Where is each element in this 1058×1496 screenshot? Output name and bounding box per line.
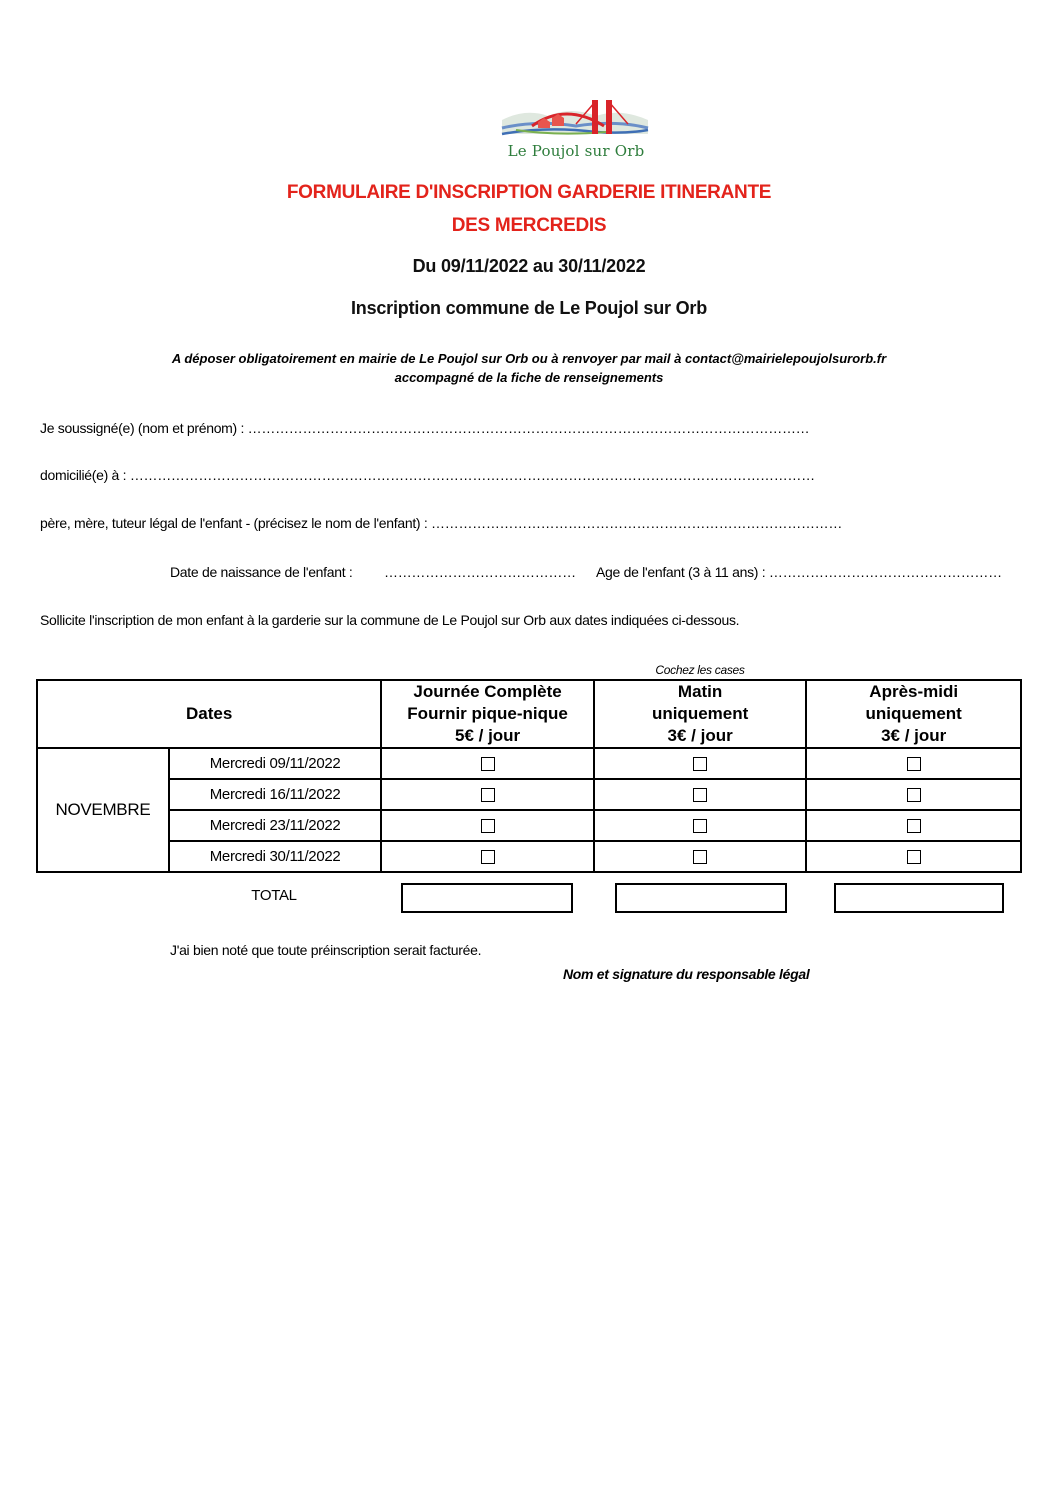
commune-title: Inscription commune de Le Poujol sur Orb: [350, 298, 708, 318]
full-day-checkbox[interactable]: [481, 850, 495, 864]
header-afternoon: [806, 680, 1021, 748]
form-subtitle: DES MERCREDIS: [451, 215, 607, 236]
name-field[interactable]: Je soussigné(e) (nom et prénom) : ……………………………………………………………………………………………………………: [40, 420, 810, 436]
guardian-field[interactable]: père, mère, tuteur légal de l'enfant - (précisez le nom de l'enfant) : ………………………………………………………………………………: [40, 515, 843, 531]
table-hint: Cochez les cases: [655, 663, 745, 677]
afternoon-checkbox[interactable]: [907, 757, 921, 771]
full-day-checkbox[interactable]: [481, 788, 495, 802]
logo-text: Le Poujol sur Orb: [507, 142, 645, 160]
birth-date-field[interactable]: ……………………………………: [384, 564, 576, 580]
header-morning-price: 3€ / jour: [667, 726, 733, 745]
afternoon-checkbox[interactable]: [907, 788, 921, 802]
header-full-day-title: Journée Complète: [413, 682, 562, 701]
total-full-day-field[interactable]: [401, 883, 573, 913]
total-morning-field[interactable]: [615, 883, 787, 913]
total-afternoon-field[interactable]: [834, 883, 1004, 913]
header-full-day-price: 5€ / jour: [454, 726, 521, 745]
table-row: [37, 841, 1021, 872]
header-morning: [594, 680, 807, 748]
form-title: FORMULAIRE D'INSCRIPTION GARDERIE ITINERANTE: [286, 182, 772, 203]
date-cell: Mercredi 30/11/2022: [169, 841, 381, 872]
header-full-day: [381, 680, 594, 748]
date-cell: Mercredi 09/11/2022: [169, 748, 381, 779]
date-cell: Mercredi 23/11/2022: [169, 810, 381, 841]
afternoon-checkbox[interactable]: [907, 819, 921, 833]
instructions-line1: A déposer obligatoirement en mairie de Le Poujol sur Orb ou à renvoyer par mail à contact@mairielepoujolsurorb.fr: [171, 351, 887, 366]
morning-checkbox[interactable]: [693, 850, 707, 864]
month-cell: NOVEMBRE: [37, 748, 169, 872]
table-row: [37, 810, 1021, 841]
age-field[interactable]: Age de l'enfant (3 à 11 ans) : ……………………………………………: [596, 564, 1002, 580]
table-row: [37, 748, 1021, 779]
period-title: Du 09/11/2022 au 30/11/2022: [412, 256, 646, 276]
table-row: [37, 779, 1021, 810]
header-afternoon-note: uniquement: [865, 704, 962, 723]
full-day-checkbox[interactable]: [481, 757, 495, 771]
header-morning-title: Matin: [677, 682, 723, 701]
acknowledge-text: J'ai bien noté que toute préinscription serait facturée.: [170, 942, 482, 958]
birth-date-label: Date de naissance de l'enfant :: [170, 564, 353, 580]
header-full-day-note: Fournir pique-nique: [407, 704, 568, 723]
header-dates: Dates: [37, 680, 381, 748]
instructions-line2: accompagné de la fiche de renseignements: [394, 370, 664, 385]
full-day-checkbox[interactable]: [481, 819, 495, 833]
afternoon-checkbox[interactable]: [907, 850, 921, 864]
header-afternoon-title: Après-midi: [869, 682, 959, 701]
morning-checkbox[interactable]: [693, 788, 707, 802]
header-afternoon-price: 3€ / jour: [881, 726, 947, 745]
header-morning-note: uniquement: [651, 704, 749, 723]
registration-table: [36, 679, 1022, 873]
address-field[interactable]: domicilié(e) à : ……………………………………………………………………………………………………………………………………: [40, 467, 815, 483]
morning-checkbox[interactable]: [693, 819, 707, 833]
morning-checkbox[interactable]: [693, 757, 707, 771]
total-label: TOTAL: [251, 887, 297, 904]
date-cell: Mercredi 16/11/2022: [169, 779, 381, 810]
signature-label: Nom et signature du responsable légal: [563, 966, 810, 982]
request-text: Sollicite l'inscription de mon enfant à la garderie sur la commune de Le Poujol sur Orb aux dates indiquées ci-dessous.: [40, 612, 740, 628]
